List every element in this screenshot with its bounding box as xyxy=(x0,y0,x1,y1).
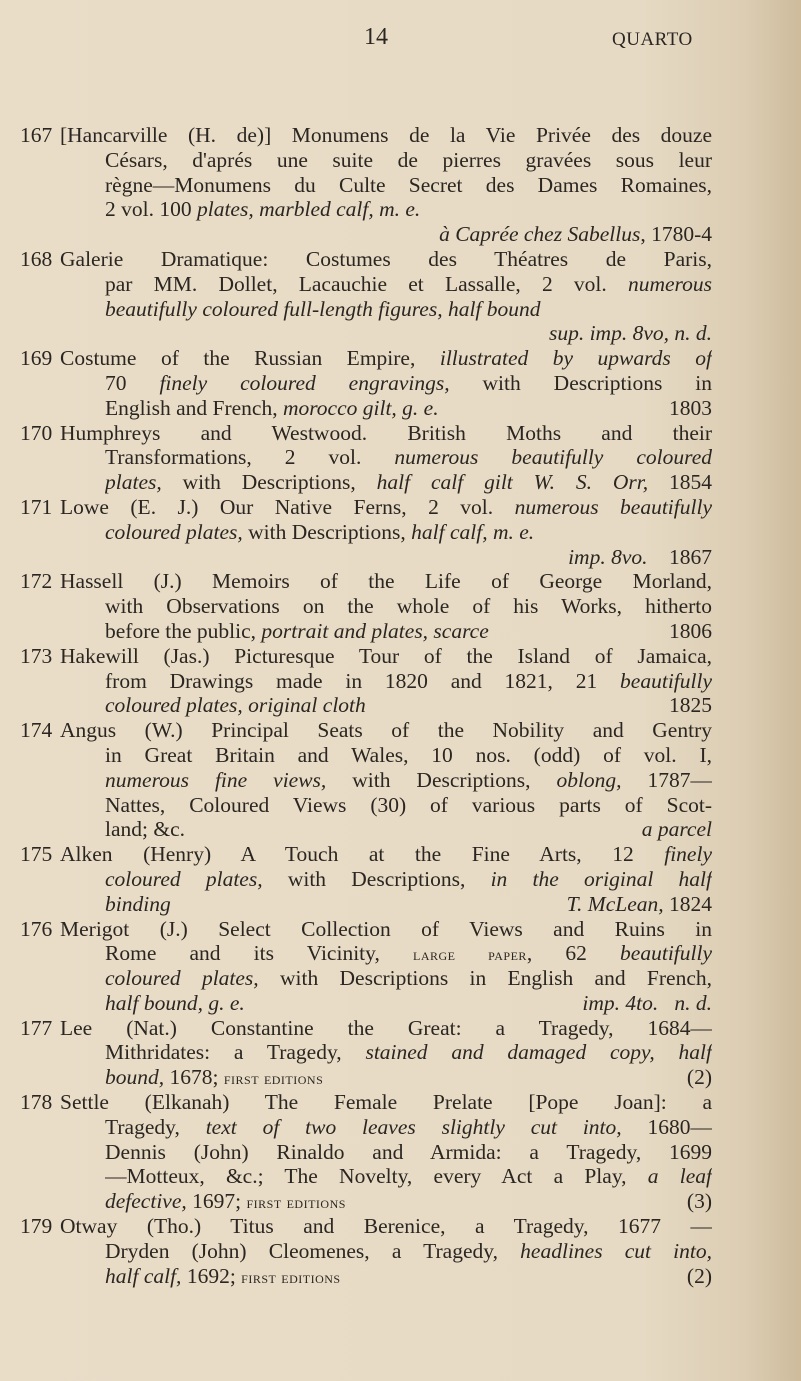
italic-text: half calf, xyxy=(105,1263,182,1288)
text: —Motteux, &c.; The Novelty, every Act a Play, xyxy=(105,1164,648,1189)
text: 1854 xyxy=(648,470,712,495)
text: (3) xyxy=(686,1189,712,1214)
text: Dennis (John) Rinaldo and Armida: a Tragedy, 1699 xyxy=(105,1139,712,1164)
entry-line xyxy=(60,495,712,520)
lot-number: 178 xyxy=(20,1090,53,1115)
text: land; &c. xyxy=(105,817,186,842)
italic-text: half bound, g. e. xyxy=(105,990,245,1015)
text: 1806 xyxy=(669,618,712,643)
text: 70 xyxy=(105,370,160,395)
small-caps-text: first editions xyxy=(223,1068,324,1089)
lot-number: 170 xyxy=(20,420,53,445)
entry-line xyxy=(105,817,712,842)
entry-line xyxy=(60,247,712,272)
text: with Descriptions, xyxy=(161,470,377,495)
entry-line xyxy=(105,892,712,917)
lot-number: 176 xyxy=(20,916,53,941)
text: from Drawings made in 1820 and 1821, 21 xyxy=(105,668,621,693)
text: 1678; xyxy=(164,1065,224,1090)
entry-line xyxy=(105,148,712,173)
entry-date-or-count xyxy=(582,991,712,1016)
section-heading: QUARTO xyxy=(612,29,693,50)
italic-text: a parcel xyxy=(641,817,712,842)
italic-text: numerous beautifully coloured xyxy=(394,445,712,470)
text: 1803 xyxy=(669,395,712,420)
italic-text: imp. 8vo. xyxy=(568,544,648,569)
entry-line xyxy=(105,693,712,718)
italic-text: à Caprée chez Sabellus xyxy=(439,222,641,247)
text: with Descriptions, xyxy=(262,866,491,891)
entry-line xyxy=(60,1016,712,1041)
entry-line xyxy=(60,718,712,743)
text: with Descriptions, xyxy=(326,767,557,792)
entry-line xyxy=(60,917,712,942)
entry-date-or-count xyxy=(687,1264,712,1289)
catalogue-entry xyxy=(20,346,712,420)
text: Rome and its Vicinity, xyxy=(105,941,413,966)
entry-line xyxy=(105,768,712,793)
italic-text: numerous xyxy=(627,271,712,296)
entry-line xyxy=(105,297,712,322)
text: (2) xyxy=(686,1065,712,1090)
italic-text: in the original half xyxy=(490,866,712,891)
entry-date-or-count xyxy=(567,892,712,917)
catalogue-entry xyxy=(20,917,712,1016)
entry-date-or-count xyxy=(642,817,712,842)
entry-line xyxy=(105,445,712,470)
text: 1824 xyxy=(663,891,712,916)
entry-date-or-count xyxy=(669,396,712,421)
entry-line xyxy=(105,1140,712,1165)
text: with Descriptions in English and French, xyxy=(258,966,712,991)
text: 1867 xyxy=(647,544,712,569)
entry-line xyxy=(105,197,712,222)
entry-line xyxy=(105,966,712,991)
entry-line xyxy=(105,1239,712,1264)
entry-line xyxy=(105,545,712,570)
catalogue-entry xyxy=(20,569,712,643)
entry-line xyxy=(105,520,712,545)
entry-line xyxy=(105,1040,712,1065)
text: 1697; xyxy=(186,1189,247,1214)
text: Galerie Dramatique: Costumes des Théatres de Paris, xyxy=(60,246,712,271)
italic-text: beautifully xyxy=(620,668,712,693)
italic-text: beautifully xyxy=(620,941,712,966)
entry-line xyxy=(105,669,712,694)
lot-number: 179 xyxy=(20,1214,53,1239)
catalogue-entry xyxy=(20,1090,712,1214)
catalogue-entry xyxy=(20,247,712,346)
italic-text: bound, xyxy=(105,1065,165,1090)
entry-line xyxy=(105,371,712,396)
text: Costume of the Russian Empire, xyxy=(60,346,440,371)
entry-line xyxy=(105,1065,712,1090)
entry-line xyxy=(60,421,712,446)
italic-text: finely xyxy=(664,842,712,867)
text: with Observations on the whole of his Works, hitherto xyxy=(105,594,712,619)
italic-text: illustrated by upwards of xyxy=(439,346,712,371)
entry-line xyxy=(105,793,712,818)
entry-line xyxy=(105,594,712,619)
catalogue-entry xyxy=(20,495,712,569)
italic-text: coloured plates, xyxy=(105,866,263,891)
italic-text: beautifully coloured full-length figures, half bound xyxy=(105,296,541,321)
text: Hassell (J.) Memoirs of the Life of George Morland, xyxy=(60,569,712,594)
small-caps-text: first editions xyxy=(246,1192,346,1213)
text: Nattes, Coloured Views (30) of various parts of Scot- xyxy=(105,792,712,817)
text: (2) xyxy=(686,1263,712,1288)
entry-line xyxy=(105,867,712,892)
text: 1680— xyxy=(621,1114,712,1139)
text: [Hancarville (H. de)] Monumens de la Vie Privée des douze xyxy=(60,123,712,147)
entry-line xyxy=(105,743,712,768)
italic-text: sup. imp. 8vo, n. d. xyxy=(548,321,712,346)
italic-text: oblong, xyxy=(556,767,622,792)
text: Humphreys and Westwood. British Moths and their xyxy=(60,420,712,445)
text: Settle (Elkanah) The Female Prelate [Pope Joan]: a xyxy=(60,1090,712,1115)
entry-date-or-count xyxy=(669,619,712,644)
lot-number: 173 xyxy=(20,643,53,668)
lot-number: 171 xyxy=(20,494,53,519)
lot-number: 169 xyxy=(20,346,53,371)
entry-line xyxy=(105,1115,712,1140)
catalogue-entry xyxy=(20,421,712,495)
text: with Descriptions, xyxy=(242,519,412,544)
entry-line xyxy=(60,123,712,148)
catalogue-entry xyxy=(20,1016,712,1090)
entry-line xyxy=(60,569,712,594)
catalogue-entry xyxy=(20,123,712,247)
entry-line xyxy=(60,1090,712,1115)
italic-text: binding xyxy=(105,891,171,916)
text: Angus (W.) Principal Seats of the Nobility and Gentry xyxy=(60,718,712,743)
italic-text: numerous fine views, xyxy=(105,767,327,792)
entry-line xyxy=(105,619,712,644)
entry-line xyxy=(105,1164,712,1189)
text: 1787— xyxy=(621,767,712,792)
text: Mithridates: a Tragedy, xyxy=(105,1040,366,1065)
italic-text: coloured plates, xyxy=(105,966,259,991)
italic-text: imp. 4to. n. d. xyxy=(582,990,712,1015)
italic-text: stained and damaged copy, half xyxy=(365,1040,712,1065)
text: Transformations, 2 vol. xyxy=(105,445,395,470)
entry-line xyxy=(105,1264,712,1289)
text: with Descriptions in xyxy=(449,370,712,395)
text: Tragedy, xyxy=(105,1114,206,1139)
text: Alken (Henry) A Touch at the Fine Arts, 12 xyxy=(60,842,665,867)
entry-line xyxy=(105,1189,712,1214)
lot-number: 172 xyxy=(20,569,53,594)
text: par MM. Dollet, Lacauchie et Lassalle, 2 vol. xyxy=(105,271,628,296)
small-caps-text: first editions xyxy=(241,1266,341,1287)
text: 2 vol. 100 xyxy=(105,197,197,222)
entry-line xyxy=(105,173,712,198)
entry-line xyxy=(60,346,712,371)
text: 1825 xyxy=(669,693,712,718)
catalogue-entry xyxy=(20,1214,712,1288)
italic-text: T. McLean, xyxy=(566,891,664,916)
text: Dryden (John) Cleomenes, a Tragedy, xyxy=(105,1238,521,1263)
italic-text: plates, xyxy=(105,470,162,495)
entry-line xyxy=(105,396,712,421)
entry-line xyxy=(105,941,712,966)
entry-date-or-count xyxy=(687,1065,712,1090)
text: Merigot (J.) Select Collection of Views and Ruins in xyxy=(60,916,712,941)
lot-number: 177 xyxy=(20,1015,53,1040)
catalogue-entries xyxy=(20,123,712,1288)
text: Hakewill (Jas.) Picturesque Tour of the Island of Jamaica, xyxy=(60,643,712,668)
italic-text: headlines cut into, xyxy=(520,1238,712,1263)
lot-number: 174 xyxy=(20,718,53,743)
small-caps-text: large paper xyxy=(413,944,527,965)
italic-text: text of two leaves slightly cut into, xyxy=(205,1114,622,1139)
italic-text: plates, marbled calf, m. e. xyxy=(196,197,421,222)
entry-date-or-count xyxy=(687,1189,712,1214)
entry-line xyxy=(105,272,712,297)
italic-text: finely coloured engravings, xyxy=(159,370,450,395)
entry-line xyxy=(105,470,712,495)
entry-date-or-count xyxy=(669,693,712,718)
text: , 62 xyxy=(526,941,621,966)
entry-line xyxy=(60,1214,712,1239)
catalogue-entry xyxy=(20,644,712,718)
italic-text: half calf gilt W. S. Orr, xyxy=(376,470,649,495)
italic-text: morocco gilt, g. e. xyxy=(282,395,439,420)
italic-text: half calf, m. e. xyxy=(411,519,535,544)
italic-text: coloured plates, xyxy=(105,519,243,544)
text: Césars, d'aprés une suite de pierres gravées sous leur xyxy=(105,147,712,172)
entry-line xyxy=(60,842,712,867)
text: règne—Monumens du Culte Secret des Dames Romaines, xyxy=(105,172,712,197)
italic-text: numerous beautifully xyxy=(514,494,712,519)
text: before the public, xyxy=(105,618,262,643)
italic-text: coloured plates, original cloth xyxy=(105,693,366,718)
text: Otway (Tho.) Titus and Berenice, a Tragedy, 1677 — xyxy=(60,1214,712,1239)
entry-line xyxy=(105,222,712,247)
italic-text: a leaf xyxy=(647,1164,712,1189)
entry-line xyxy=(105,991,712,1016)
lot-number: 167 xyxy=(20,123,53,147)
text: Lowe (E. J.) Our Native Ferns, 2 vol. xyxy=(60,494,515,519)
text: , 1780-4 xyxy=(640,222,712,247)
text: Lee (Nat.) Constantine the Great: a Tragedy, 1684— xyxy=(60,1015,712,1040)
catalogue-entry xyxy=(20,718,712,842)
italic-text: portrait and plates, scarce xyxy=(261,618,489,643)
text: 1692; xyxy=(181,1263,242,1288)
text: in Great Britain and Wales, 10 nos. (odd) of vol. I, xyxy=(105,742,712,767)
lot-number: 168 xyxy=(20,246,53,271)
text: English and French, xyxy=(105,395,283,420)
page-number: 14 xyxy=(364,24,388,50)
entry-line xyxy=(60,644,712,669)
entry-line xyxy=(105,321,712,346)
lot-number: 175 xyxy=(20,842,53,867)
catalogue-entry xyxy=(20,842,712,916)
italic-text: defective, xyxy=(105,1189,187,1214)
